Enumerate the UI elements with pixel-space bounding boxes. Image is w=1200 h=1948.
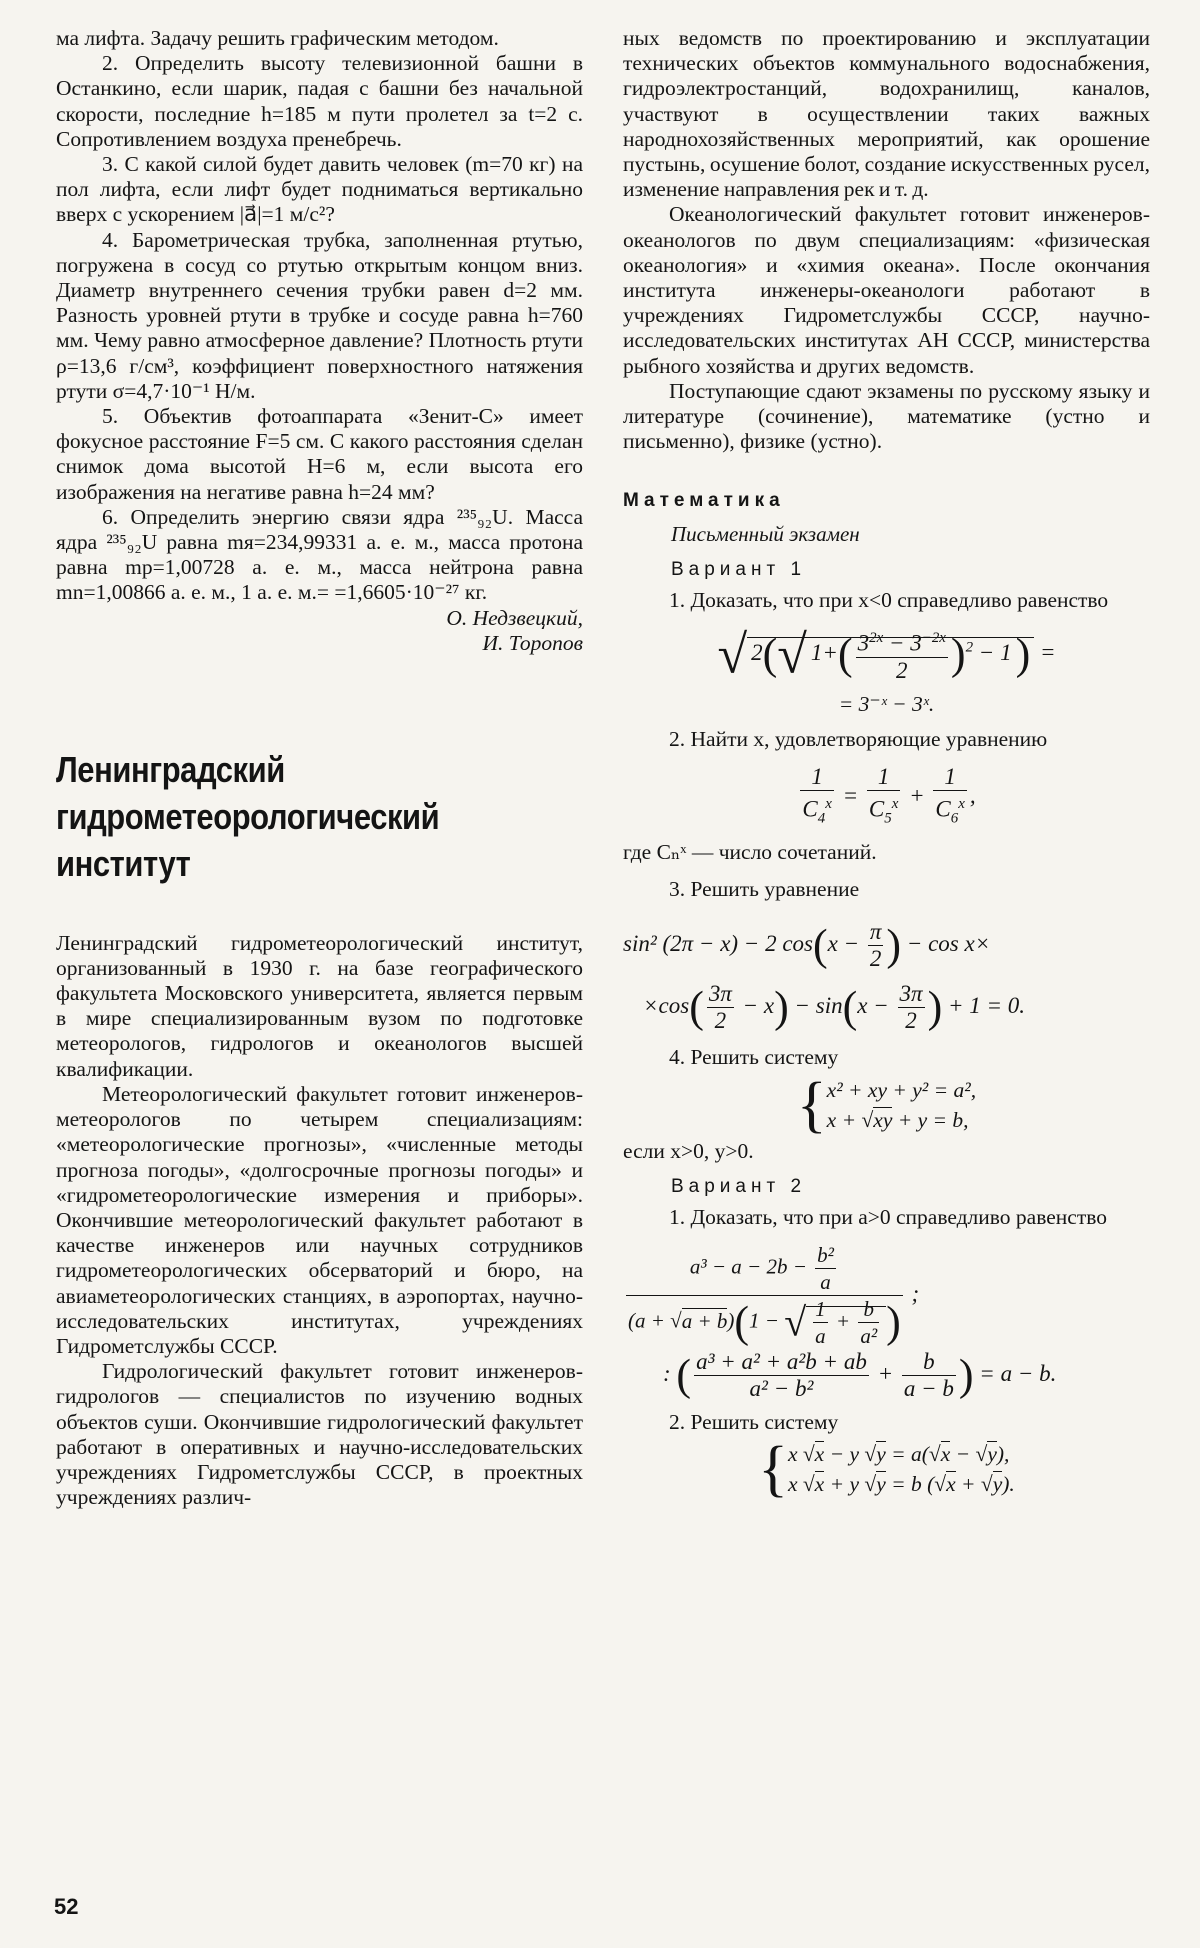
problem-3: 3. С какой силой будет давить человек (m=70 кг) на пол лифта, если лифт будет подниматься вертикально вверх с ускорением |a⃗|=1 м/с²? [56,152,583,227]
oceanology-faculty: Океанологический факультет готовит инженеров-океанологов по двум специализациям: «физическая океанология» и «химия океана». После окончания института инженеры-океанологи работают в учреждениях Гидрометслужбы СССР, научно-исследовательских институтах АН СССР, министерства рыбного хозяйства и других ведомств. [623,202,1150,378]
v1-formula-2: $\frac{1}{C_4^x}$ = $\frac{1}{C_5^x}$ + $\frac{1}{C_6^x}$ , [802,764,976,827]
v1-problem-2-note: где Cₙˣ — число сочетаний. [623,839,877,864]
hydrology-faculty: Гидрологический факультет готовит инженеров-гидрологов — специалистов по изучению водных объектов суши. Окончившие гидрологический факультет работают в оперативных и научно-исследовательских учреждениях Гидрометслужбы СССР, в проектных учреждениях различ- [56,1359,583,1510]
page-number: 52 [54,1894,79,1919]
signature [56,606,583,656]
subsection-title: Письменный экзамен [671,521,860,546]
left-column [56,26,583,1510]
v1-formula-4: {x² + xy + y² = a², x + √xy + y = b, [796,1070,977,1139]
meteorology-faculty: Метеорологический факультет готовит инженеров-метеорологов по четырем специализациям: «метеорологические прогнозы», «численные методы прогноза погоды», «долгосрочные прогнозы погоды» и «гидрометеорологические измерения и приборы». Окончившие метеорологический факультет работают в качестве инженеров или научных сотрудников гидрометеорологических обсерваторий и бюро, на авиаметеорологических станциях, в аэропортах, научно-исследовательских институтах, учреждениях Гидрометслужбы СССР. [56,1081,583,1358]
problem-6: 6. Определить энергию связи ядра ²³⁵₉₂U. Масса ядра ²³⁵₉₂U равна mя=234,99331 а. е. м., масса протона равна mp=1,00728 а. е. м., масса нейтрона равна mn=1,00866 а. е. м., 1 а. е. м.= =1,6605·10⁻²⁷ кг. [56,504,583,605]
v2-problem-1: 1. Доказать, что при a>0 справедливо равенство [669,1205,1107,1230]
problem-2: 2. Определить высоту телевизионной башни в Останкино, если шарик, падая с башни без начальной скорости, последние h=185 м пути пролетел за t=2 с. Сопротивлением воздуха пренебречь. [56,51,583,151]
v2-formula-2: {x √x − y √y = a(√x − √y), x √x + y √y = b (√x + √y). [758,1435,1015,1504]
heading-line-1: Ленинградский [56,748,285,790]
v1-problem-3: 3. Решить уравнение [669,876,860,901]
v1-formula-3: sin² (2π − x) − 2 cos(x − $\frac{\pi}{2}$ ) − cos x× ×cos( $\frac{3\pi}{2}$ − x) − sin(x − $\frac{3\pi}{2}$ ) + 1 = 0. [623,919,1026,1033]
v1-problem-2: 2. Найти x, удовлетворяющие уравнению [669,727,1048,752]
heading-line-2: гидрометеорологический [56,795,440,837]
entrance-exams: Поступающие сдают экзамены по русскому языку и литературе (сочинение), математике (устно и письменно), физике (устно). [623,378,1150,454]
author-2: И. Торопов [482,630,583,655]
heading-line-3: институт [56,842,191,884]
v1-problem-4: 4. Решить систему [669,1045,839,1070]
v1-formula-1: √ 2(√ 1+( $\frac{3^{2x} - 3^{-2x}}{2}$ )$^2$ − 1) = [717,624,1056,685]
v1-problem-4-note: если x>0, y>0. [623,1138,754,1163]
problem-5: 5. Объектив фотоаппарата «Зенит-С» имеет фокусное расстояние F=5 см. С какого расстояния сделан снимок дома высотой H=6 м, если высота его изображения на негативе равна h=24 мм? [56,404,583,504]
variant-2-title: Вариант 2 [671,1175,807,1197]
v1-formula-1-tail: = 3⁻ˣ − 3ˣ. [838,691,935,716]
v2-formula-1: a³ − a − 2b − $\frac{\text{b²}}{a}$ (a + √a + b)(1 − √ $\frac{1}{a}$ + $\frac{b}{\text{a²}}$ ) ; : ( $\frac{\text{a³ + a² + a²b + ab}}{\text{a² − b²}}$ + $\frac{b}{a - b}$ ) = a − b. [628,1243,1057,1402]
paragraph-continuation: ма лифта. Задачу решить графическим методом. [56,26,499,50]
v2-problem-2: 2. Решить систему [669,1410,839,1435]
right-column [623,26,1150,1504]
problem-4: 4. Барометрическая трубка, заполненная ртутью, погружена в сосуд со ртутью открытым концом вниз. Диаметр внутреннего сечения трубки равен d=2 мм. Разность уровней ртути в трубке и сосуде равна h=760 мм. Чему равно атмосферное давление? Плотность ртути ρ=13,6 г/см³, коэффициент поверхностного натяжения ртути σ=4,7·10⁻¹ Н/м. [56,227,583,403]
intro-paragraph: Ленинградский гидрометеорологический институт, организованный в 1930 г. на базе географического факультета Московского университета, является первым в мире специализированным вузом по подготовке метеорологов, гидрологов и океанологов высшей квалификации. [56,930,583,1081]
v1-problem-1: 1. Доказать, что при x<0 справедливо равенство [669,588,1109,613]
section-title: Математика [623,490,785,512]
author-1: О. Недзвецкий, [446,605,583,630]
article-heading [56,746,572,887]
variant-1-title: Вариант 1 [671,558,807,580]
hydrology-continued: ных ведомств по проектированию и эксплуатации технических объектов коммунального водоснабжения, гидроэлектростанций, водохранилищ, каналов, участвуют в осуществлении таких важных народнохозяйственных мероприятий, как орошение пустынь, осушение болот, создание искусственных русел, изменение направления рек и т. д. [623,26,1150,202]
